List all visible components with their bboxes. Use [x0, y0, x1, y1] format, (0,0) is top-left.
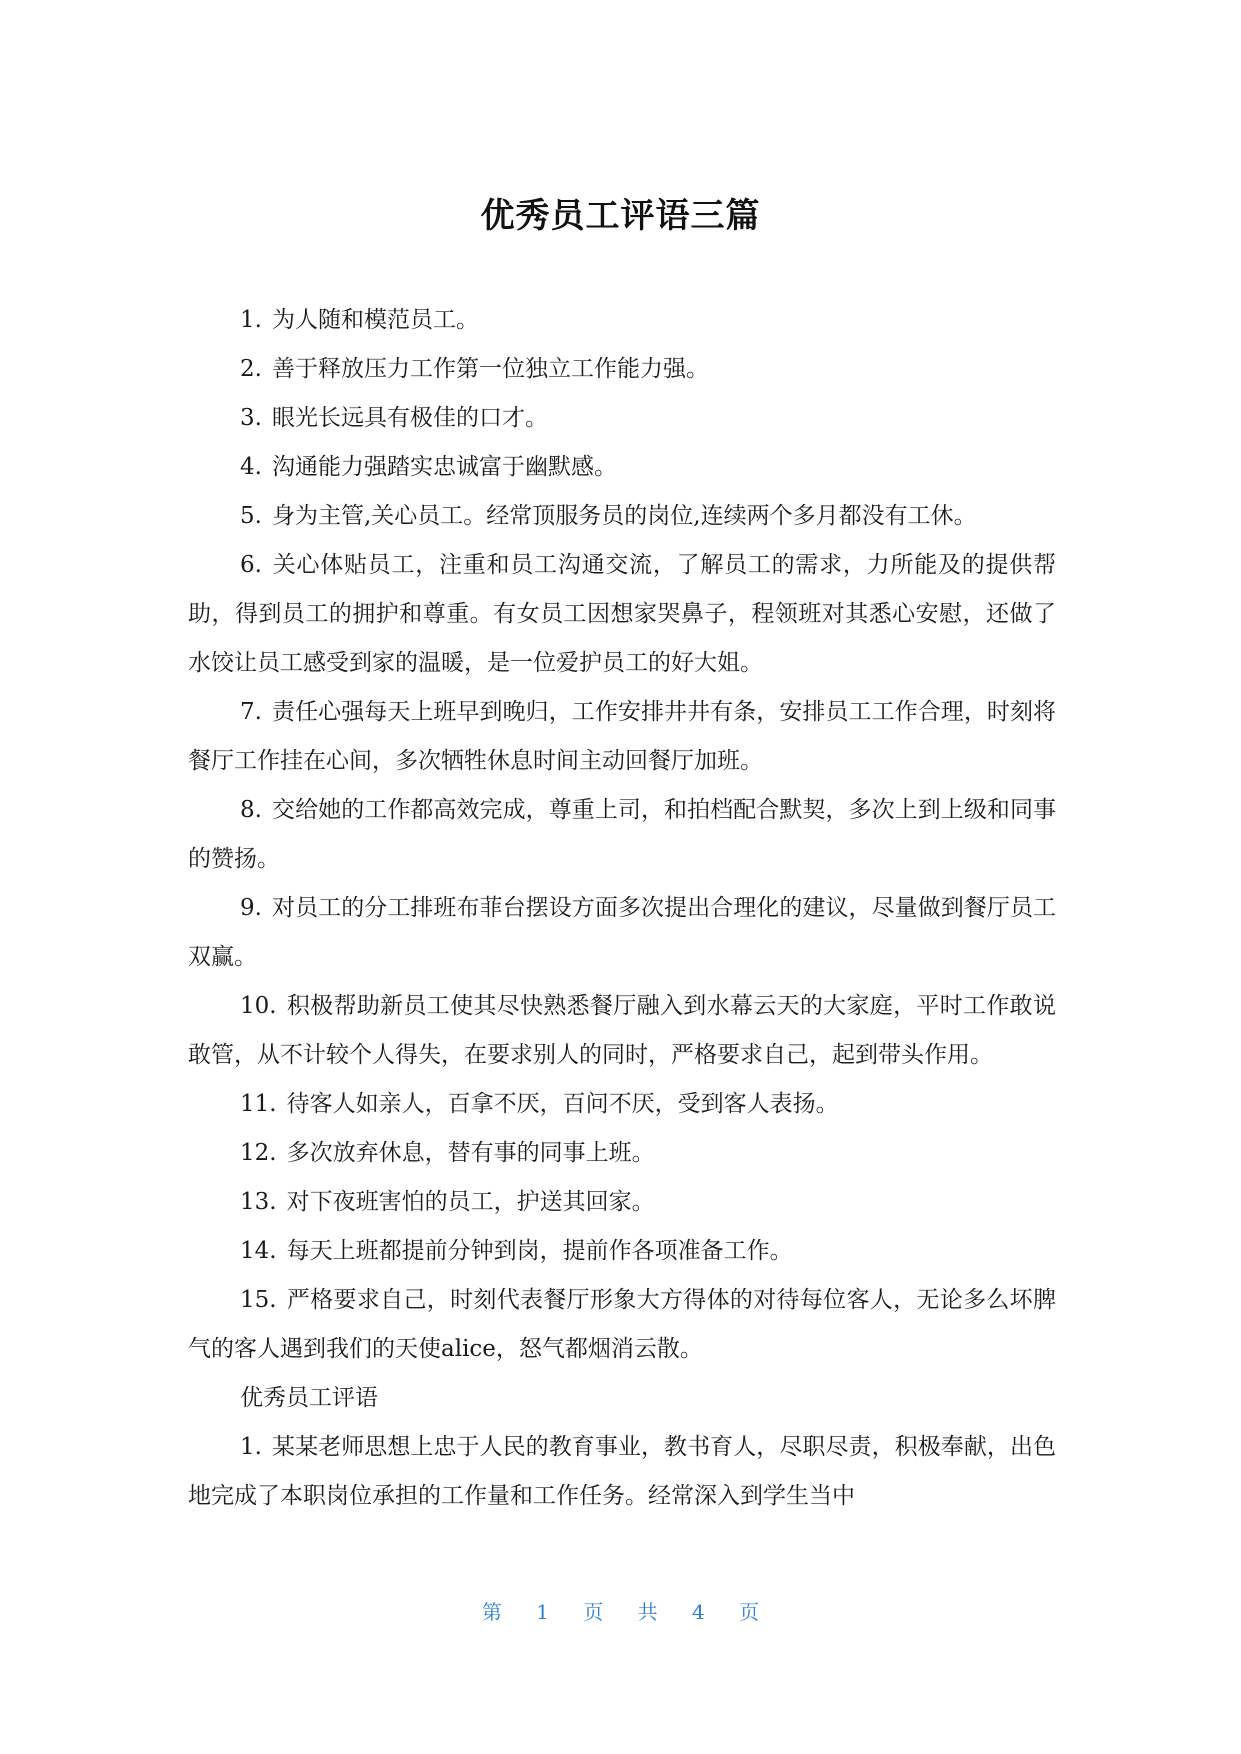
paragraph: [188, 541, 1056, 688]
paragraph: [188, 296, 1056, 345]
paragraph: [188, 982, 1056, 1080]
paragraph-text: 身为主管,关心员工。经常顶服务员的岗位,连续两个多月都没有工休。: [271, 503, 977, 529]
paragraph-text: 对下夜班害怕的员工，护送其回家。: [286, 1189, 655, 1215]
paragraph: [188, 884, 1056, 982]
paragraph-text: 沟通能力强踏实忠诚富于幽默感。: [271, 454, 617, 480]
document-body: [188, 296, 1056, 1521]
paragraph-number: 11.: [240, 1091, 277, 1117]
paragraph: [188, 1227, 1056, 1276]
paragraph: [188, 1178, 1056, 1227]
footer-total-suffix: 页: [739, 1600, 760, 1624]
footer-current-page: 1: [536, 1600, 549, 1624]
paragraph-number: 1.: [240, 1434, 262, 1460]
footer-total-label: 共: [637, 1600, 658, 1624]
paragraph: [188, 1080, 1056, 1129]
paragraph: [188, 1423, 1056, 1521]
paragraph-text: 责任心强每天上班早到晚归，工作安排井井有条，安排员工工作合理，时刻将餐厅工作挂在心间，多次牺牲休息时间主动回餐厅加班。: [188, 699, 1056, 774]
paragraph-number: 12.: [240, 1140, 277, 1166]
paragraph: [188, 1276, 1056, 1374]
paragraph-text: 眼光长远具有极佳的口才。: [271, 405, 548, 431]
paragraph: [188, 443, 1056, 492]
paragraph-text: 为人随和模范员工。: [271, 307, 479, 333]
paragraph-number: 7.: [240, 699, 262, 725]
section-heading: [188, 1374, 1056, 1423]
paragraph: [188, 345, 1056, 394]
paragraph: [188, 786, 1056, 884]
paragraph-number: 3.: [240, 405, 262, 431]
footer-page-label: 第: [481, 1600, 502, 1624]
paragraph: [188, 394, 1056, 443]
paragraph-text: 善于释放压力工作第一位独立工作能力强。: [271, 356, 709, 382]
paragraph-number: 4.: [240, 454, 262, 480]
paragraph-text: 关心体贴员工，注重和员工沟通交流，了解员工的需求，力所能及的提供帮助，得到员工的拥护和尊重。有女员工因想家哭鼻子，程领班对其悉心安慰，还做了水饺让员工感受到家的温暖，是一位爱护员工的好大姐。: [188, 552, 1056, 676]
paragraph-number: 2.: [240, 356, 262, 382]
page-footer: [0, 1596, 1241, 1625]
paragraph-number: 8.: [240, 797, 262, 823]
paragraph: [188, 492, 1056, 541]
paragraph: [188, 688, 1056, 786]
paragraph-text: 严格要求自己，时刻代表餐厅形象大方得体的对待每位客人，无论多么坏脾气的客人遇到我们的天使alice，怒气都烟消云散。: [188, 1287, 1056, 1362]
paragraph-text: 对员工的分工排班布菲台摆设方面多次提出合理化的建议，尽量做到餐厅员工双赢。: [188, 895, 1056, 970]
paragraph-number: 13.: [240, 1189, 277, 1215]
footer-total-pages: 4: [692, 1600, 705, 1624]
paragraph-text: 积极帮助新员工使其尽快熟悉餐厅融入到水幕云天的大家庭，平时工作敢说敢管，从不计较个人得失，在要求别人的同时，严格要求自己，起到带头作用。: [188, 993, 1056, 1068]
paragraph-number: 9.: [240, 895, 262, 921]
paragraph-text: 每天上班都提前分钟到岗，提前作各项准备工作。: [286, 1238, 793, 1264]
paragraph-number: 10.: [240, 993, 277, 1019]
paragraph-text: 交给她的工作都高效完成，尊重上司，和拍档配合默契，多次上到上级和同事的赞扬。: [188, 797, 1056, 872]
paragraph-number: 14.: [240, 1238, 277, 1264]
footer-page-suffix: 页: [583, 1600, 604, 1624]
paragraph-number: 15.: [240, 1287, 277, 1313]
paragraph-number: 5.: [240, 503, 262, 529]
paragraph-number: 1.: [240, 307, 262, 333]
document-title: 优秀员工评语三篇: [480, 196, 761, 236]
paragraph-text: 多次放弃休息，替有事的同事上班。: [286, 1140, 655, 1166]
paragraph-text: 待客人如亲人，百拿不厌，百问不厌，受到客人表扬。: [286, 1091, 839, 1117]
section-heading-text: 优秀员工评语: [240, 1385, 378, 1411]
paragraph-number: 6.: [240, 552, 262, 578]
paragraph-text: 某某老师思想上忠于人民的教育事业，教书育人，尽职尽责，积极奉献，出色地完成了本职岗位承担的工作量和工作任务。经常深入到学生当中: [188, 1434, 1056, 1509]
paragraph: [188, 1129, 1056, 1178]
